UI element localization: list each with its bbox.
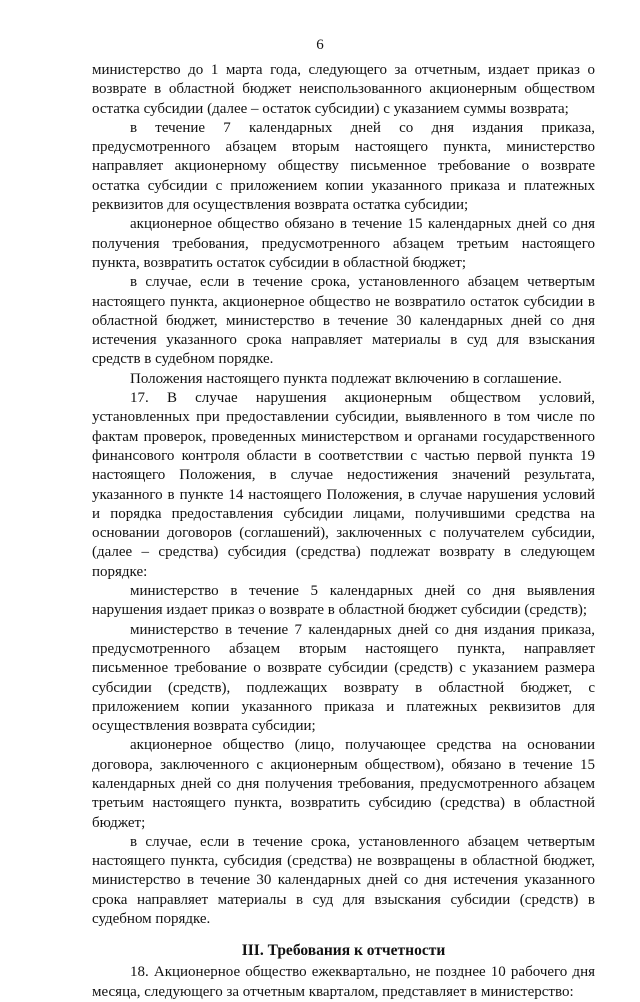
paragraph-court-action: в случае, если в течение срока, установленного абзацем четвертым настоящего пункта, акционерное общество не возвратило остаток субсидии в областной бюджет, министерство в течение 30 календарных дней со дня истечения указанного срока направляет материалы в суд для взыскания средств в судебном порядке. [92,274,595,368]
section-heading: III. Требования к отчетности [241,942,446,960]
paragraph-violation-order: министерство в течение 5 календарных дней со дня выявления нарушения издает приказ о возврате в областной бюджет субсидии (средств); [92,583,595,619]
document-body [92,61,595,1002]
page-number: 6 [316,37,324,53]
paragraph-return-obligation: акционерное общество обязано в течение 15 календарных дней со дня получения требования, предусмотренного абзацем третьим настоящего пункта, возвратить остаток субсидии в областной бюджет; [92,216,595,271]
paragraph-ministry-order: министерство до 1 марта года, следующего за отчетным, издает приказ о возврате в областной бюджет неиспользованного акционерным обществом остатка субсидии (далее – остаток субсидии) с указанием суммы возврата; [92,62,595,117]
paragraph-written-demand: в течение 7 календарных дней со дня издания приказа, предусмотренного абзацем вторым настоящего пункта, министерство направляет акционерному обществу письменное требование о возврате остатка субсидии с приложением копии указанного приказа и платежных реквизитов для осуществления возврата остатка субсидии; [92,119,595,214]
paragraph-item-17: 17. В случае нарушения акционерным обществом условий, установленных при предоставлении субсидии, выявленного в том числе по фактам проверок, проведенных министерством и органами государственного финансового контроля области в соответствии с частью первой пункта 19 настоящего Положения, в случае недостижения значений результата, указанного в пункте 14 настоящего Положения, в случае нарушения условий и порядка предоставления субсидии лицами, получившими средства на основании договоров (соглашений), заключенных с получателем субсидии, (далее – средства) субсидия (средства) подлежат возврату в следующем порядке: [92,390,595,580]
paragraph-violation-return: акционерное общество (лицо, получающее средства на основании договора, заключенного с акционерным обществом), обязано в течение 15 календарных дней со дня получения требования, предусмотренного абзацем третьим настоящего пункта, возвратить субсидию (средства) в областной бюджет; [92,737,595,831]
paragraph-item-18: 18. Акционерное общество ежеквартально, не позднее 10 рабочего дня месяца, следующего за отчетным кварталом, представляет в министерство: [92,964,595,1000]
paragraph-violation-demand: министерство в течение 7 календарных дней со дня издания приказа, предусмотренного абзацем вторым настоящего пункта, направляет письменное требование о возврате субсидии (средств) с указанием размера субсидии (средств), подлежащих возврату в областной бюджет, с приложением копии указанного приказа и платежных реквизитов для осуществления возврата субсидии; [92,621,595,735]
paragraph-violation-court: в случае, если в течение срока, установленного абзацем четвертым настоящего пункта, субсидия (средства) не возвращены в областной бюджет, министерство в течение 30 календарных дней со дня истечения указанного срока направляет материалы в суд для взыскания субсидии (средств) в судебном порядке. [92,833,595,928]
paragraph-agreement-inclusion: Положения настоящего пункта подлежат включению в соглашение. [130,370,562,387]
